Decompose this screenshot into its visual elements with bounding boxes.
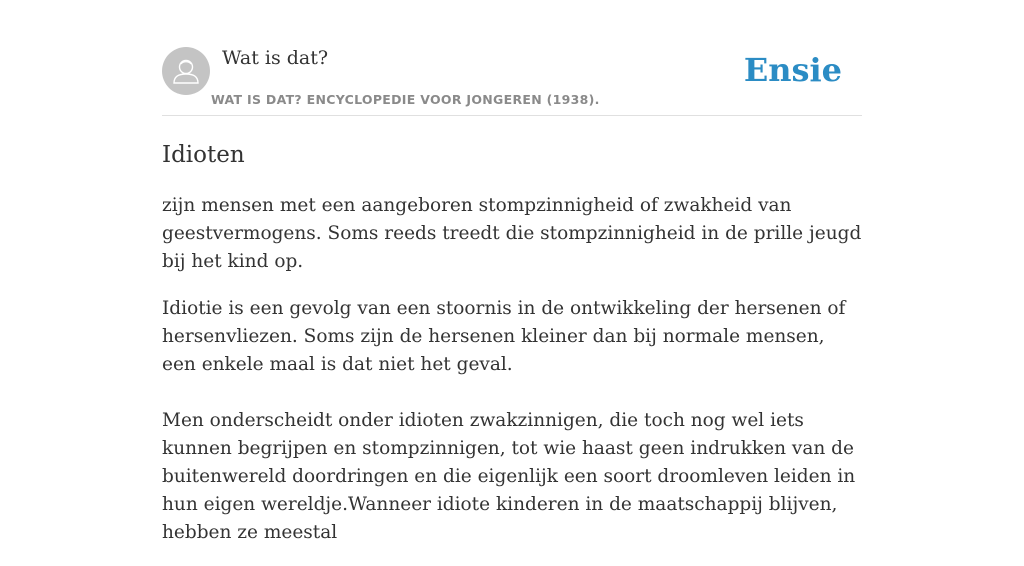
paragraph-1: zijn mensen met een aangeboren stompzinnigheid of zwakheid van geestvermogens. Soms reeds treedt die stompzinnigheid in de prille jeugd bij het kind op.	[162, 195, 862, 272]
source-label: WAT IS DAT? ENCYCLOPEDIE VOOR JONGEREN (1938).	[211, 92, 600, 107]
article-container	[162, 0, 862, 543]
brand-logo[interactable]: Ensie	[743, 51, 842, 89]
article-header	[162, 0, 862, 116]
author-name[interactable]: Wat is dat?	[222, 47, 329, 69]
user-silhouette-icon	[162, 47, 210, 95]
paragraph-2: Idiotie is een gevolg van een stoornis in de ontwikkeling der hersenen of hersenvliezen. Soms zijn de hersenen kleiner dan bij normale mensen, een enkele maal is dat niet het geval.	[162, 298, 846, 375]
paragraph-3: Men onderscheidt onder idioten zwakzinnigen, die toch nog wel iets kunnen begrijpen en stompzinnigen, tot wie haast geen indrukken van de buitenwereld doordringen en die eigenlijk een soort droomleven leiden in hun eigen wereldje.Wanneer idiote kinderen in de maatschappij blijven, hebben ze meestal	[162, 410, 856, 543]
author-avatar[interactable]	[162, 47, 210, 95]
article-title: Idioten	[162, 142, 245, 168]
article-body	[162, 192, 862, 566]
